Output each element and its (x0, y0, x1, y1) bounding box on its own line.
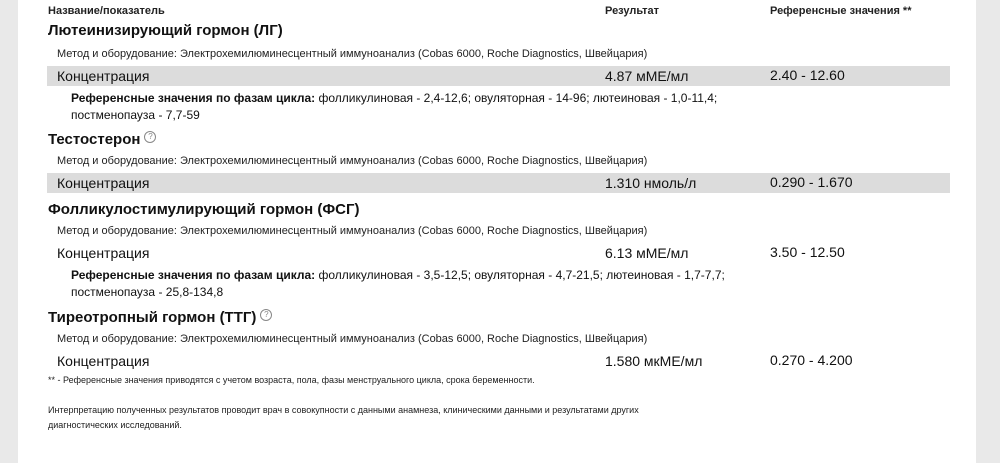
col-header-result: Результат (605, 5, 660, 17)
phase-reference: Референсные значения по фазам цикла: фолликулиновая - 3,5-12,5; овуляторная - 4,7-21,5; лютеиновая - 1,7-7,7; (71, 268, 725, 282)
report-sheet (18, 0, 976, 463)
test-title-tsh: Тиреотропный гормон (ТТГ) ? (48, 309, 272, 326)
phase-reference-cont: постменопауза - 25,8-134,8 (71, 285, 224, 299)
interpretation-note-line1: Интерпретацию полученных результатов проводит врач в совокупности с данными анамнеза, клиническими данными и результатами других (48, 405, 639, 415)
method-text: Метод и оборудование: Электрохемилюминесцентный иммуноанализ (Cobas 6000, Roche Diagnostics, Швейцария) (57, 155, 648, 167)
reference-range: 0.290 - 1.670 (770, 174, 853, 190)
reference-range: 3.50 - 12.50 (770, 244, 845, 260)
parameter-label: Концентрация (57, 175, 150, 191)
interpretation-note-line2: диагностических исследований. (48, 420, 182, 430)
result-value: 1.580 мкМЕ/мл (605, 353, 703, 369)
parameter-label: Концентрация (57, 245, 150, 261)
info-icon[interactable]: ? (260, 309, 272, 321)
method-text: Метод и оборудование: Электрохемилюминесцентный иммуноанализ (Cobas 6000, Roche Diagnostics, Швейцария) (57, 225, 648, 237)
footnote-reference: ** - Референсные значения приводятся с учетом возраста, пола, фазы менструального цикла, срока беременности. (48, 375, 535, 385)
test-title-testosterone: Тестостерон ? (48, 131, 156, 148)
parameter-label: Концентрация (57, 68, 150, 84)
parameter-label: Концентрация (57, 353, 150, 369)
phase-reference-cont: постменопауза - 7,7-59 (71, 108, 200, 122)
test-title-lh: Лютеинизирующий гормон (ЛГ) (48, 22, 283, 39)
phase-reference: Референсные значения по фазам цикла: фолликулиновая - 2,4-12,6; овуляторная - 14-96; лютеиновая - 1,0-11,4; (71, 91, 718, 105)
method-text: Метод и оборудование: Электрохемилюминесцентный иммуноанализ (Cobas 6000, Roche Diagnostics, Швейцария) (57, 333, 648, 345)
test-title-fsh: Фолликулостимулирующий гормон (ФСГ) (48, 201, 360, 218)
reference-range: 2.40 - 12.60 (770, 67, 845, 83)
col-header-name: Название/показатель (48, 5, 165, 17)
result-value: 6.13 мМЕ/мл (605, 245, 689, 261)
result-value: 1.310 нмоль/л (605, 175, 697, 191)
reference-range: 0.270 - 4.200 (770, 352, 853, 368)
col-header-reference: Референсные значения ** (770, 5, 912, 17)
result-value: 4.87 мМЕ/мл (605, 68, 689, 84)
method-text: Метод и оборудование: Электрохемилюминесцентный иммуноанализ (Cobas 6000, Roche Diagnostics, Швейцария) (57, 48, 648, 60)
info-icon[interactable]: ? (144, 131, 156, 143)
